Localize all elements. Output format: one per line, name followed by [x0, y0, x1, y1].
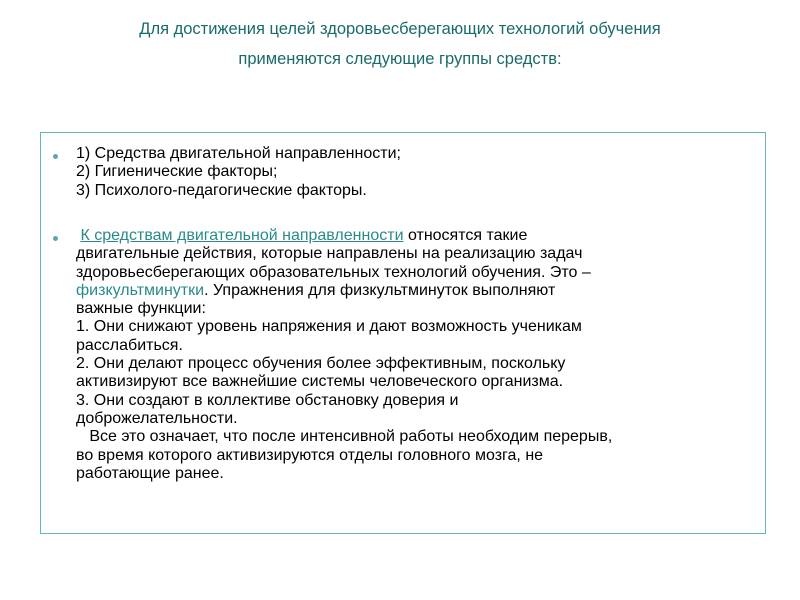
motor-line-6: 1. Они снижают уровень напряжения и дают возможность ученикам	[76, 318, 582, 336]
content-box	[40, 132, 766, 534]
motor-line-14: работающие ранее.	[76, 464, 224, 482]
means-line-2: 2) Гигиенические факторы;	[76, 163, 278, 181]
bullet-text	[76, 145, 755, 200]
motor-line-13: во время которого активизируются отделы головного мозга, не	[76, 446, 544, 464]
means-line-3: 3) Психолого-педагогические факторы.	[76, 181, 367, 199]
fizkultminutki-term: физкультминутки	[76, 281, 205, 299]
motor-line-3: здоровьесберегающих образовательных технологий обучения. Это –	[76, 263, 591, 281]
motor-means-link[interactable]: К средствам двигательной направленности	[80, 227, 404, 244]
motor-line-12-text: Все это означает, что после интенсивной работы необходим перерыв,	[89, 428, 613, 446]
motor-line-4	[76, 282, 755, 300]
bullet-dot-icon	[53, 236, 58, 241]
means-line-1: 1) Средства двигательной направленности;	[76, 145, 401, 162]
motor-line-10: 3. Они создают в коллективе обстановку доверия и	[76, 391, 459, 409]
motor-line-1-rest: относятся такие	[403, 227, 528, 244]
motor-line-11: доброжелательности.	[76, 409, 238, 427]
motor-line-5: важные функции:	[76, 300, 206, 318]
motor-line-4-rest: . Упражнения для физкультминуток выполняют	[204, 281, 556, 299]
slide-title	[60, 14, 740, 74]
slide-title-line-1: Для достижения целей здоровьесберегающих технологий обучения	[139, 20, 661, 38]
bullet-dot-icon	[53, 154, 58, 159]
motor-line-7: расслабиться.	[76, 336, 183, 354]
motor-line-8: 2. Они делают процесс обучения более эффективным, поскольку	[76, 355, 566, 373]
motor-line-9: активизируют все важнейшие системы человеческого организма.	[76, 373, 564, 391]
motor-line-1	[76, 227, 755, 245]
slide-title-line-2: применяются следующие группы средств:	[238, 50, 562, 68]
motor-line-12	[76, 428, 755, 446]
bullet-text	[76, 227, 755, 483]
motor-line-2: двигательные действия, которые направлены на реализацию задач	[76, 245, 583, 263]
